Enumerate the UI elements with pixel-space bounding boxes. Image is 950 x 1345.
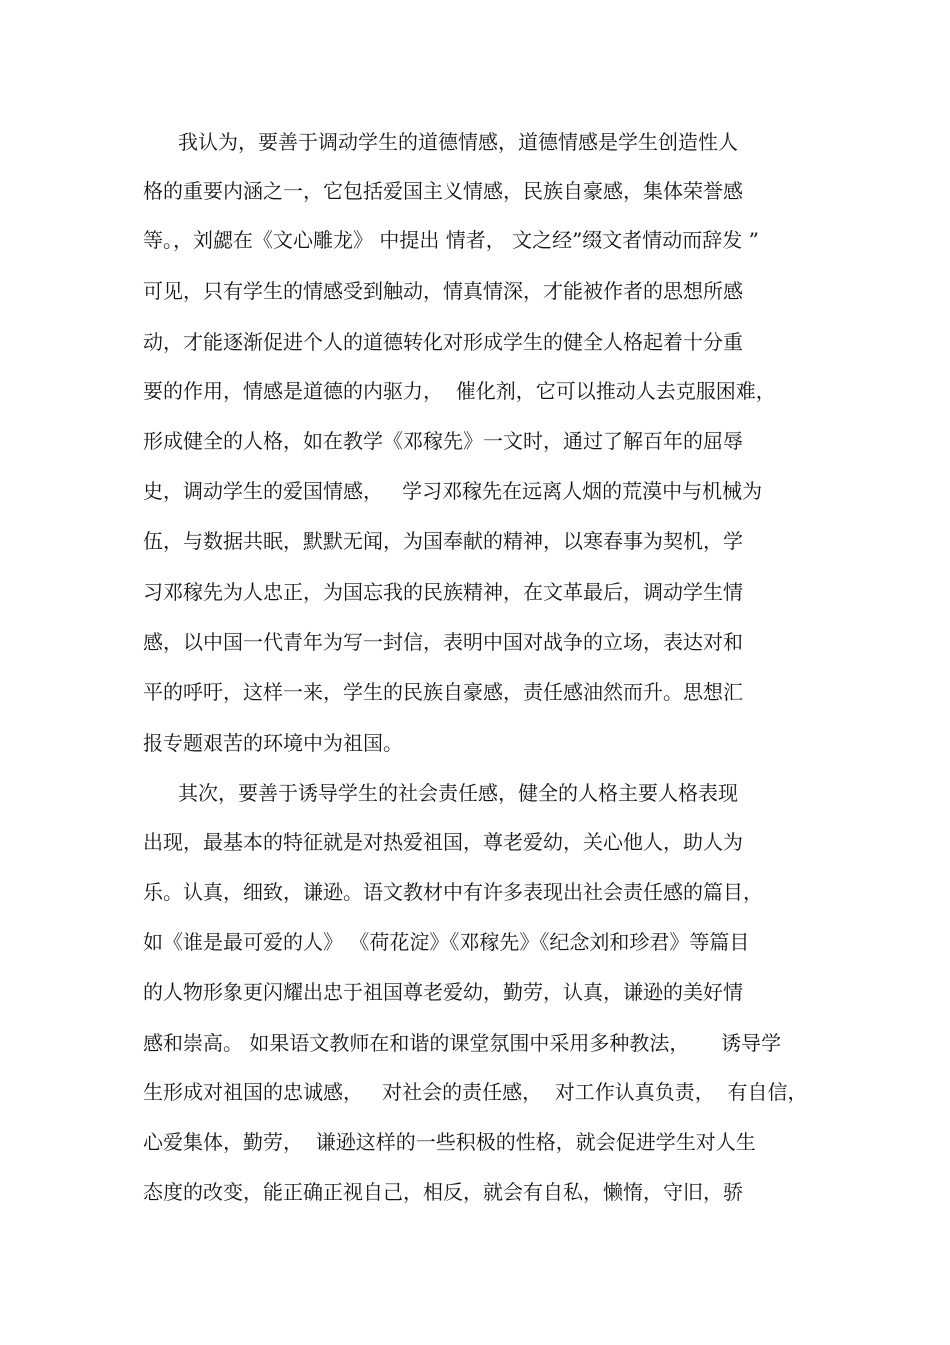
text-line: 要的作用，情感是道德的内驱力， 催化剂，它可以推动人去克服困难， [143,379,776,403]
text-line: 其次，要善于诱导学生的社会责任感，健全的人格主要人格表现 [178,781,738,805]
text-line: 动，才能逐渐促进个人的道德转化对形成学生的健全人格起着十分重 [143,330,743,354]
text-line: 生形成对祖国的忠诚感， 对社会的责任感， 对工作认真负责， 有自信， [143,1080,808,1104]
text-line: 伍，与数据共眠，默默无闻，为国奉献的精神，以寒春事为契机，学 [143,529,743,553]
text-line: 出现，最基本的特征就是对热爱祖国，尊老爱幼，关心他人，助人为 [143,830,743,854]
text-line: 心爱集体，勤劳， 谦逊这样的一些积极的性格，就会促进学生对人生 [143,1130,756,1154]
text-line: 乐。认真，细致，谦逊。语文教材中有许多表现出社会责任感的篇目， [143,880,763,904]
text-line: 的人物形象更闪耀出忠于祖国尊老爱幼，勤劳，认真，谦逊的美好情 [143,980,743,1004]
text-line: 习邓稼先为人忠正，为国忘我的民族精神，在文革最后，调动学生情 [143,580,743,604]
text-line: 形成健全的人格，如在教学《邓稼先》一文时，通过了解百年的屈辱 [143,429,743,453]
text-line: 平的呼吁，这样一来，学生的民族自豪感，责任感油然而升。思想汇 [143,680,743,704]
text-line: 史，调动学生的爱国情感， 学习邓稼先在远离人烟的荒漠中与机械为 [143,479,763,503]
text-line: 格的重要内涵之一，它包括爱国主义情感，民族自豪感，集体荣誉感 [143,179,743,203]
text-line: 等。，刘勰在《文心雕龙》 中提出 情者， 文之经”缀文者情动而辞发 ” [143,228,759,252]
text-line: 感，以中国一代青年为写一封信，表明中国对战争的立场，表达对和 [143,630,743,654]
text-line: 如《谁是最可爱的人》 《荷花淀》《邓稼先》《纪念刘和珍君》等篇目 [143,930,750,954]
text-line: 态度的改变，能正确正视自己，相反，就会有自私，懒惰，守旧，骄 [143,1180,743,1204]
text-line: 可见，只有学生的情感受到触动，情真情深，才能被作者的思想所感 [143,279,743,303]
text-line: 我认为，要善于调动学生的道德情感，道德情感是学生创造性人 [178,130,738,154]
text-line: 感和崇高。 如果语文教师在和谐的课堂氛围中采用多种教法， 诱导学 [143,1031,782,1055]
text-line: 报专题艰苦的环境中为祖国。 [143,731,403,755]
